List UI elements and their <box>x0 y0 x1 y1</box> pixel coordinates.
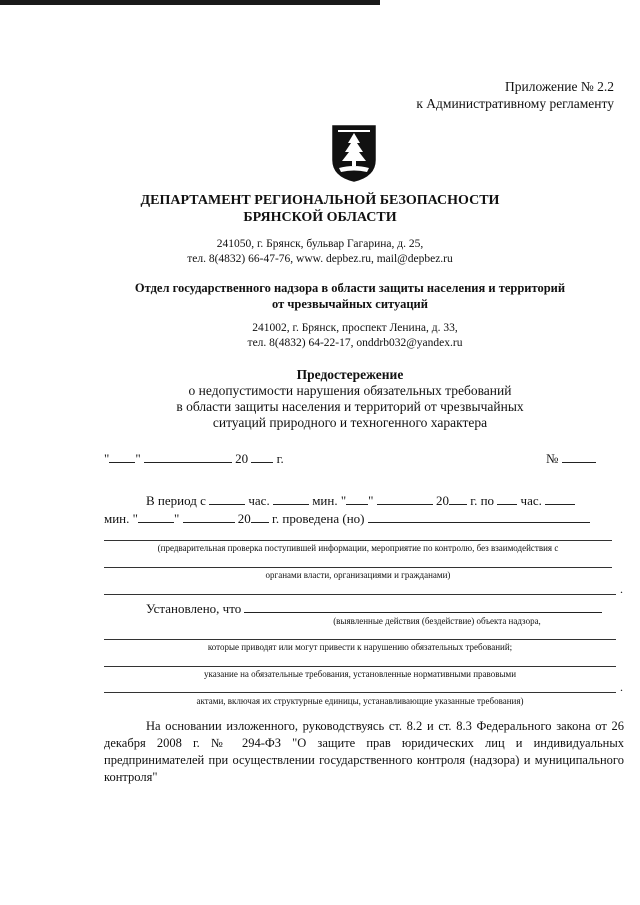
brjansk-coat-of-arms-icon <box>331 124 377 182</box>
period-conducted-label: г. проведена (но) <box>272 511 365 526</box>
division-contacts: тел. 8(4832) 64-22-17, onddrb032@yandex.ru <box>247 337 463 349</box>
check-type-line-2[interactable] <box>104 567 612 568</box>
period-minutes2-label: мин. <box>104 511 130 526</box>
date-row <box>104 450 284 467</box>
established-row <box>146 600 602 617</box>
division-name-line-2: от чрезвычайных ситуаций <box>272 297 428 311</box>
period-hours2-label: час. <box>520 493 542 508</box>
period-end-minute-field[interactable] <box>545 492 575 505</box>
date-day-field[interactable] <box>109 450 135 463</box>
date-quote-open: " <box>104 451 110 466</box>
department-address-block <box>0 237 640 267</box>
period-year-to-label: г. по <box>470 493 495 508</box>
document-subtitle-line-2: в области защиты населения и территорий от чрезвычайных <box>176 399 524 414</box>
check-type-line[interactable] <box>104 540 612 541</box>
division-address: 241002, г. Брянск, проспект Ленина, д. 33, <box>252 322 458 334</box>
period-hours-label: час. <box>248 493 270 508</box>
number-field[interactable] <box>562 450 596 463</box>
period-row-2 <box>104 510 590 527</box>
check-type-caption-cont: органами власти, организациями и гражданами) <box>265 570 451 580</box>
division-address-block <box>0 321 640 351</box>
established-label: Установлено, что <box>146 601 242 616</box>
actions-line[interactable] <box>104 639 616 640</box>
lead-to-caption: которые приводят или могут привести к нарушению обязательных требований; <box>207 642 513 652</box>
established-field[interactable] <box>244 600 602 613</box>
requirements-caption: указание на обязательные требования, установленные нормативными правовыми <box>203 669 517 679</box>
period-minutes-label: мин. <box>312 493 338 508</box>
date-year-prefix: 20 <box>235 451 249 466</box>
division-name <box>0 280 640 312</box>
period2-quote-close: " <box>173 511 180 526</box>
legal-basis-paragraph: На основании изложенного, руководствуясь ст. 8.2 и ст. 8.3 Федерального закона от 26 декабря 2008 г. № 294-ФЗ "О защите прав юридических лиц и индивидуальных предпринимателей при осуществлении государственного контроля (надзора) и муниципального контроля" <box>104 719 624 784</box>
period-quote-open: " <box>340 493 347 508</box>
period-quote-close: " <box>368 493 374 508</box>
date-quote-close: " <box>135 451 141 466</box>
period-year-prefix: 20 <box>435 493 449 508</box>
document-title: Предостережение <box>296 367 404 382</box>
actions-caption: (выявленные действия (бездействие) объекта надзора, <box>333 616 541 626</box>
period-row-1 <box>146 492 575 509</box>
period-start-minute-field[interactable] <box>273 492 309 505</box>
department-contacts: тел. 8(4832) 66-47-76, www. depbez.ru, mail@depbez.ru <box>187 253 453 265</box>
period-end-day-field[interactable] <box>138 510 174 523</box>
department-name-line-2: БРЯНСКОЙ ОБЛАСТИ <box>243 210 397 225</box>
appendix-header <box>416 78 614 112</box>
appendix-line-1: Приложение № 2.2 <box>505 79 614 94</box>
date-year-field[interactable] <box>251 450 273 463</box>
period-end-year-field[interactable] <box>251 510 269 523</box>
period-start-hour-field[interactable] <box>209 492 245 505</box>
period-start-year-field[interactable] <box>449 492 467 505</box>
division-name-line-1: Отдел государственного надзора в области защиты населения и территорий <box>134 281 566 295</box>
number-label: № <box>546 451 559 466</box>
period2-quote-open: " <box>132 511 138 526</box>
period-prefix: В период с <box>146 493 206 508</box>
document-subtitle-line-3: ситуаций природного и техногенного характера <box>212 415 488 430</box>
check-type-line-3[interactable] <box>104 594 616 595</box>
line-end-dot: . <box>620 582 623 596</box>
check-type-field[interactable] <box>368 510 590 523</box>
lead-to-line[interactable] <box>104 666 616 667</box>
period-end-month-field[interactable] <box>183 510 235 523</box>
period-year2-prefix: 20 <box>237 511 251 526</box>
department-name-line-1: ДЕПАРТАМЕНТ РЕГИОНАЛЬНОЙ БЕЗОПАСНОСТИ <box>140 193 500 208</box>
document-subtitle-line-1: о недопустимости нарушения обязательных требований <box>188 383 512 398</box>
check-type-caption: (предварительная проверка поступившей информации, мероприятие по контролю, без взаимодействия с <box>157 543 559 553</box>
number-row <box>546 450 596 467</box>
document-title-block <box>0 367 640 431</box>
department-name <box>0 192 640 226</box>
acts-caption: актами, включая их структурные единицы, устанавливающие указанные требования) <box>196 696 524 706</box>
appendix-line-2: к Административному регламенту <box>416 96 614 111</box>
date-month-field[interactable] <box>144 450 232 463</box>
period-start-month-field[interactable] <box>377 492 433 505</box>
requirements-line[interactable] <box>104 692 616 693</box>
period-end-hour-field[interactable] <box>497 492 517 505</box>
department-address: 241050, г. Брянск, бульвар Гагарина, д. 25, <box>216 238 424 250</box>
period-start-day-field[interactable] <box>346 492 368 505</box>
scan-edge-bar <box>0 0 380 5</box>
line-end-dot-2: . <box>620 680 623 694</box>
date-year-suffix: г. <box>276 451 284 466</box>
